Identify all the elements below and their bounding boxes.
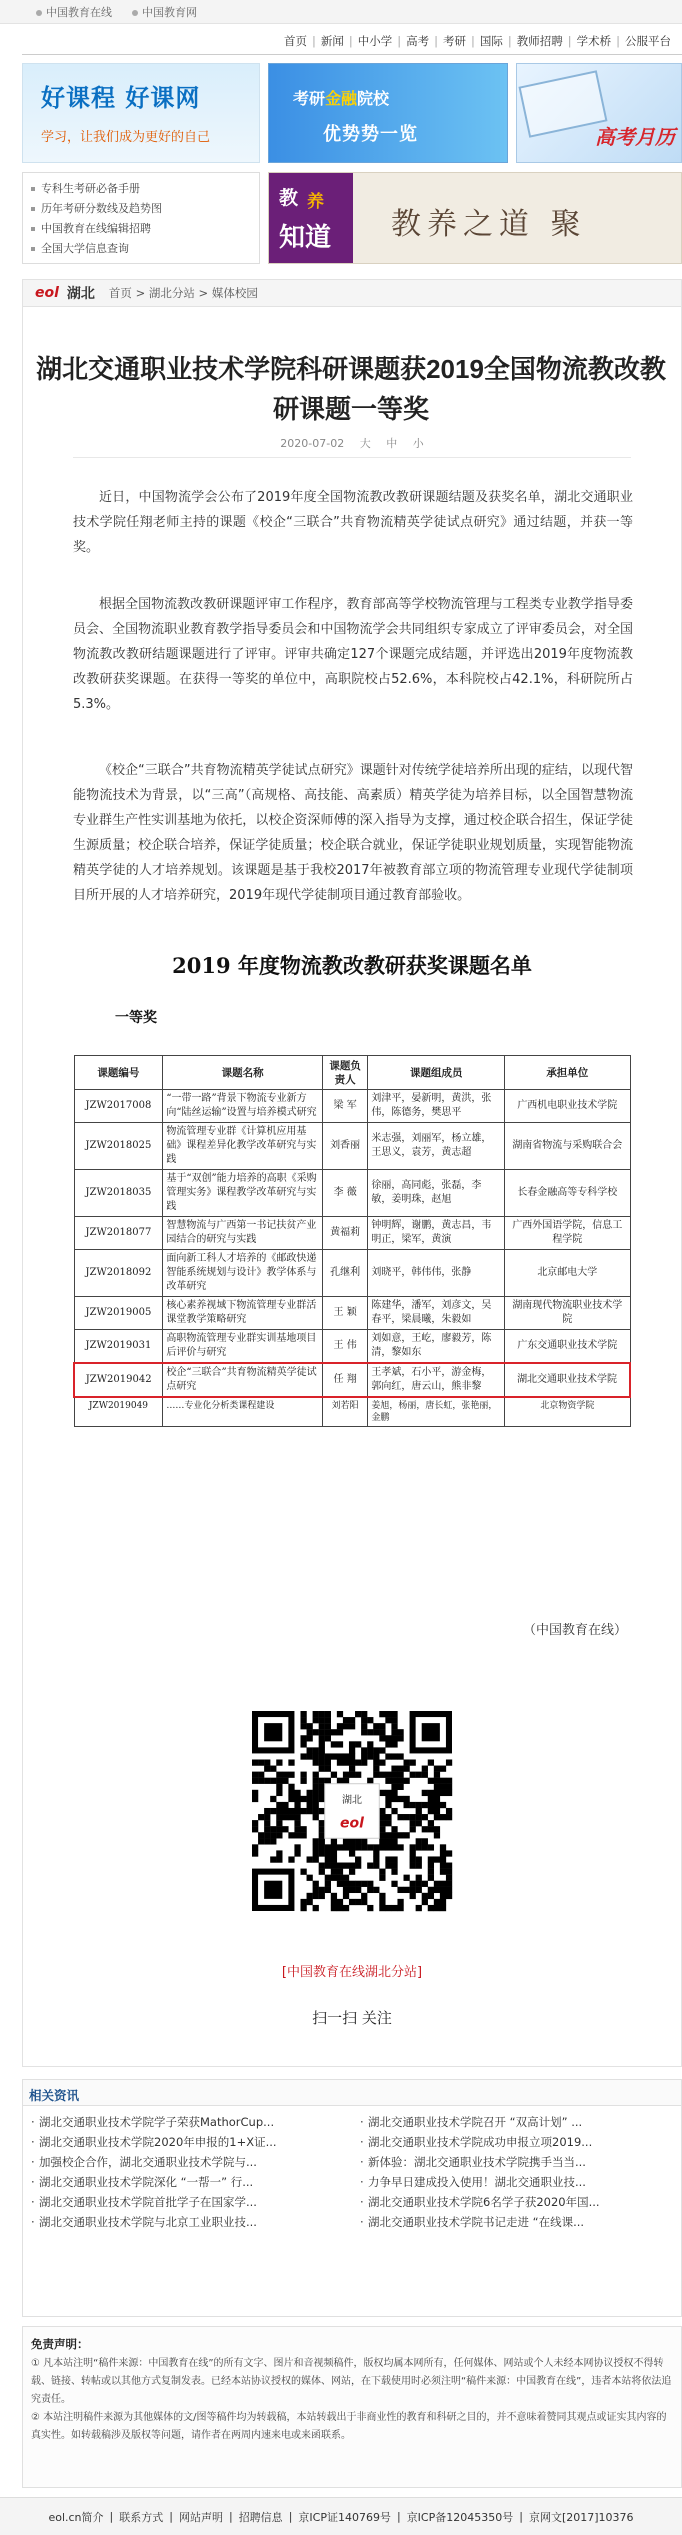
related-item[interactable]: · 力争早日建成投入使用！湖北交通职业技...: [360, 2172, 673, 2192]
table-row: [74, 1123, 630, 1170]
related-item[interactable]: · 湖北交通职业技术学院书记走进 “在线课...: [360, 2212, 673, 2232]
breadcrumb[interactable]: 首页 > 湖北分站 > 媒体校园: [108, 286, 258, 300]
article-paragraph: 近日，中国物流学会公布了2019年度全国物流教改教研课题结题及获奖名单，湖北交通职业技术学院任翔老师主持的课题《校企“三联合”共育物流精英学徒试点研究》通过结题，并获一等奖。: [73, 490, 633, 555]
table-cell-members: 徐丽，高同彪，张磊，李敏，姜明珠，赵旭: [368, 1170, 505, 1217]
table-cell-name: ……专业化分析类课程建设: [163, 1397, 323, 1427]
footer-separator: |: [396, 2510, 401, 2523]
disclaimer-item: ① 凡本站注明“稿件来源：中国教育在线”的所有文字、图片和音视频稿件，版权均属本网所有，任何媒体、网站或个人未经本网协议授权不得转载、链接、转帖或以其他方式复制发表。已经本站协议授权的媒体、网站，在下载使用时必须注明“稿件来源：中国教育在线”，违者本站将依法追究责任。: [31, 2358, 672, 2405]
top-bar: [0, 0, 682, 24]
footer-link[interactable]: eol.cn简介: [48, 2510, 104, 2524]
table-cell-leader: 梁 军: [322, 1090, 368, 1123]
nav-item[interactable]: 高考: [406, 34, 430, 48]
table-cell-leader: 李 薇: [322, 1170, 368, 1217]
related-item[interactable]: · 湖北交通职业技术学院首批学子在国家学...: [31, 2192, 344, 2212]
footer: [0, 2497, 682, 2535]
footer-link[interactable]: 招聘信息: [238, 2510, 283, 2524]
nav-separator: |: [507, 34, 512, 48]
table-cell-members: 刘津平，晏新明，黄洪，张伟，陈德务，樊思平: [368, 1090, 505, 1123]
table-row: [74, 1250, 630, 1297]
footer-separator: |: [109, 2510, 114, 2523]
qr-center-label: 湖北: [342, 1795, 362, 1807]
related-heading: 相关资讯: [23, 2080, 681, 2106]
award-table: [73, 1055, 631, 1427]
bullet-icon: [36, 10, 42, 16]
table-row: [74, 1170, 630, 1217]
banner-haokecheng[interactable]: [22, 63, 260, 163]
font-size-large[interactable]: 大: [359, 437, 371, 450]
table-cell-members: 刘如意，王屹，廖毅芳，陈清，黎如东: [368, 1330, 505, 1364]
column-header: 课题编号: [74, 1056, 163, 1090]
qr-caption[interactable]: [中国教育在线湖北分站]: [281, 1965, 423, 1980]
table-cell-members: 陈建华，潘军，刘彦文，吴春平，梁晨曦，朱毅如: [368, 1297, 505, 1330]
table-cell-code: JZW2017008: [74, 1090, 163, 1123]
table-cell-members: 姜旭，杨丽，唐长虹，张艳丽，金鹏: [368, 1397, 505, 1427]
column-header: 课题组成员: [368, 1056, 505, 1090]
table-cell-code: JZW2018077: [74, 1217, 163, 1250]
eol-logo[interactable]: eol: [35, 285, 59, 301]
nav-item[interactable]: 公服平台: [625, 34, 671, 48]
table-row: [74, 1330, 630, 1364]
disclaimer-item: ② 本站注明稿件来源为其他媒体的文/图等稿件均为转载稿，本站转载出于非商业性的教育和科研之目的，并不意味着赞同其观点或证实其内容的真实性。如转载稿涉及版权等问题，请作者在两周内速来电或来函联系。: [31, 2412, 667, 2441]
table-cell-leader: 王 伟: [322, 1330, 368, 1364]
banner-subtitle: 优势势一览: [323, 124, 418, 145]
table-cell-name: 基于“双创”能力培养的高职《采购管理实务》课程教学改革研究与实践: [163, 1170, 323, 1217]
topbar-link-edu[interactable]: 中国教育网: [132, 4, 197, 20]
table-cell-org: 广西外国语学院，信息工程学院: [505, 1217, 630, 1250]
banner-jiaoyang[interactable]: [268, 172, 682, 264]
qr-center-logo: eol: [340, 1815, 364, 1832]
column-header: 课题名称: [163, 1056, 323, 1090]
quick-link[interactable]: 专科生考研必备手册: [31, 179, 251, 199]
footer-separator: |: [169, 2510, 173, 2523]
table-cell-members: 刘晓平，韩伟伟，张静: [368, 1250, 505, 1297]
nav-item[interactable]: 教师招聘: [516, 34, 563, 48]
article-meta: [23, 435, 681, 451]
table-cell-code: JZW2018092: [74, 1250, 163, 1297]
nav-divider: [22, 54, 682, 55]
qr-code-graphic: [221, 1705, 483, 1917]
table-cell-org: 广东交通职业技术学院: [505, 1330, 630, 1364]
award-list-title: 2019 年度物流教改教研获奖课题名单: [172, 953, 532, 978]
disclaimer-heading: 免责声明：: [31, 2337, 89, 2351]
related-item[interactable]: · 湖北交通职业技术学院2020年申报的1+X证...: [31, 2132, 344, 2152]
table-cell-code: JZW2018035: [74, 1170, 163, 1217]
bullet-icon: [132, 10, 138, 16]
nav-separator: |: [397, 34, 402, 48]
table-header-row: [74, 1056, 630, 1090]
table-row: [74, 1363, 630, 1397]
table-row: [74, 1217, 630, 1250]
footer-link[interactable]: 京ICP备12045350号: [406, 2510, 514, 2524]
banner-title: 考研金融院校: [293, 89, 390, 108]
nav-item[interactable]: 考研: [443, 34, 466, 48]
banner-slogan: 学习，让我们成为更好的自己: [41, 130, 211, 145]
table-cell-leader: 王 颖: [322, 1297, 368, 1330]
related-item[interactable]: · 湖北交通职业技术学院与北京工业职业技...: [31, 2212, 344, 2232]
nav-separator: |: [567, 34, 572, 48]
table-cell-org: 湖南省物流与采购联合会: [505, 1123, 630, 1170]
article-container: [22, 307, 682, 2067]
quick-link[interactable]: 中国教育在线编辑招聘: [31, 219, 251, 239]
related-item[interactable]: · 加强校企合作，湖北交通职业技术学院与...: [31, 2152, 344, 2172]
table-cell-name: 高职物流管理专业群实训基地项目后评价与研究: [163, 1330, 323, 1364]
nav-item[interactable]: 新闻: [320, 34, 344, 48]
footer-link[interactable]: 京网文[2017]10376: [528, 2510, 634, 2524]
quick-link[interactable]: 全国大学信息查询: [31, 239, 251, 259]
table-cell-leader: 刘若阳: [322, 1397, 368, 1427]
nav-item[interactable]: 中小学: [357, 34, 393, 48]
table-cell-name: 核心素养视域下物流管理专业群活课堂教学策略研究: [163, 1297, 323, 1330]
footer-separator: |: [228, 2510, 233, 2523]
banner-title: 教养之道 聚: [391, 207, 587, 242]
table-cell-members: 钟明辉，谢鹏，黄志昌，韦明正，梁军，黄演: [368, 1217, 505, 1250]
qr-code: [221, 1705, 483, 1917]
table-cell-code: JZW2018025: [74, 1123, 163, 1170]
table-cell-org: 湖南现代物流职业技术学院: [505, 1297, 630, 1330]
breadcrumb-bar: [22, 279, 682, 307]
scan-follow-text: 扫一扫 关注: [312, 2009, 392, 2027]
banner-title: 好课程 好课网: [41, 84, 201, 112]
related-news: [22, 2079, 682, 2317]
article-date: 2020-07-02: [280, 437, 345, 450]
table-cell-leader: 任 翔: [322, 1363, 368, 1397]
table-cell-name: 校企“三联合”共育物流精英学徒试点研究: [163, 1363, 323, 1397]
nav-item[interactable]: 学术桥: [576, 34, 612, 48]
table-cell-org: 北京邮电大学: [505, 1250, 630, 1297]
table-cell-name: 面向新工科人才培养的《邮政快递智能系统规划与设计》教学体系与改革研究: [163, 1250, 323, 1297]
table-cell-name: 物流管理专业群《计算机应用基础》课程差异化教学改革研究与实践: [163, 1123, 323, 1170]
article-paragraph: 根据全国物流教改教研课题评审工作程序，教育部高等学校物流管理与工程类专业教学指导委员会、全国物流职业教育教学指导委员会和中国物流学会共同组织专家成立了评审委员会，对全国物流教改教研结题课题进行了评审。评审共确定127个课题完成结题，并评选出2019年度物流教改教研获奖课题。在获得一等奖的单位中，高职院校占52.6%，本科院校占42.1%，科研院所占5.3%。: [73, 597, 633, 712]
font-size-small[interactable]: 小: [412, 437, 424, 450]
nav-separator: |: [471, 34, 475, 48]
quick-links: [22, 172, 260, 264]
column-header: 课题负责人: [322, 1056, 368, 1090]
related-item[interactable]: · 湖北交通职业技术学院深化 “一帮一” 行...: [31, 2172, 344, 2192]
table-cell-leader: 孔继利: [322, 1250, 368, 1297]
table-cell-name: 智慧物流与广西第一书记扶贫产业园结合的研究与实践: [163, 1217, 323, 1250]
related-list: [23, 2106, 681, 2232]
table-cell-name: “一带一路”背景下物流专业新方向“陆丝运输”设置与培养模式研究: [163, 1090, 323, 1123]
related-item[interactable]: · 湖北交通职业技术学院召开 “双高计划” ...: [360, 2112, 673, 2132]
table-cell-org: 湖北交通职业技术学院: [505, 1363, 630, 1397]
table-cell-code: JZW2019042: [74, 1363, 163, 1397]
related-item[interactable]: · 湖北交通职业技术学院成功申报立项2019...: [360, 2132, 673, 2152]
footer-link[interactable]: 网站声明: [178, 2510, 223, 2524]
disclaimer: [22, 2326, 682, 2488]
main-nav: [0, 30, 682, 52]
province-label: 湖北: [66, 286, 95, 302]
related-item[interactable]: · 湖北交通职业技术学院学子荣获MathorCup...: [31, 2112, 344, 2132]
table-cell-members: 王孝斌，石小平，游金梅，郭向红，唐云山，熊非黎: [368, 1363, 505, 1397]
banner-kaoyan-finance[interactable]: [268, 63, 508, 163]
nav-separator: |: [434, 34, 438, 48]
table-cell-leader: 黄福莉: [322, 1217, 368, 1250]
table-row: [74, 1397, 630, 1427]
table-cell-code: JZW2019005: [74, 1297, 163, 1330]
footer-link[interactable]: 京ICP证140769号: [298, 2510, 391, 2524]
footer-link[interactable]: 联系方式: [119, 2510, 164, 2524]
quick-link[interactable]: 历年考研分数线及趋势图: [31, 199, 251, 219]
related-item[interactable]: · 湖北交通职业技术学院6名学子获2020年国...: [360, 2192, 673, 2212]
related-item[interactable]: · 新体验：湖北交通职业技术学院携手当当...: [360, 2152, 673, 2172]
column-header: 承担单位: [505, 1056, 630, 1090]
jiaoyang-logo: 教 养 知道: [269, 173, 353, 264]
table-row: [74, 1090, 630, 1123]
table-cell-org: 广西机电职业技术学院: [505, 1090, 630, 1123]
award-level-label: 一等奖: [115, 1010, 157, 1026]
nav-separator: |: [312, 34, 316, 48]
table-cell-members: 米志强，刘丽军，杨立雄，王思义，袁芳，黄志超: [368, 1123, 505, 1170]
topbar-link-eol[interactable]: 中国教育在线: [36, 4, 112, 20]
nav-separator: |: [348, 34, 353, 48]
article-paragraph: 《校企“三联合”共育物流精英学徒试点研究》课题针对传统学徒培养所出现的症结，以现代智能物流技术为背景，以“三高”（高规格、高技能、高素质）精英学徒为培养目标，以全国智慧物流专业群生产性实训基地为依托，以校企资深师傅的深入指导为支撑，通过校企联合招生，保证学徒生源质量；校企联合培养，保证学徒质量；校企联合就业，保证学徒职业规划质量，实现智能物流精英学徒的人才培养规划。该课题是基于我校2017年被教育部立项的物流管理专业现代学徒制项目所开展的人才培养研究，2019年现代学徒制项目通过教育部验收。: [73, 763, 633, 903]
font-size-medium[interactable]: 中: [386, 437, 398, 450]
nav-item[interactable]: 国际: [479, 34, 503, 48]
table-cell-org: 长春金融高等专科学校: [505, 1170, 630, 1217]
footer-separator: |: [519, 2510, 523, 2523]
meta-divider: [73, 457, 631, 458]
nav-item[interactable]: 首页: [284, 34, 307, 48]
article-title: 湖北交通职业技术学院科研课题获2019全国物流教改教研课题一等奖: [36, 354, 666, 424]
banner-title: 高考月历: [595, 125, 675, 149]
table-row: [74, 1297, 630, 1330]
footer-separator: |: [288, 2510, 293, 2523]
table-cell-code: JZW2019031: [74, 1330, 163, 1364]
table-cell-leader: 刘香丽: [322, 1123, 368, 1170]
table-cell-org: 北京物资学院: [505, 1397, 630, 1427]
article-source: （中国教育在线）: [522, 1623, 627, 1638]
table-cell-code: JZW2019049: [74, 1397, 163, 1427]
banner-gaokao-calendar[interactable]: [516, 63, 682, 163]
nav-separator: |: [616, 34, 620, 48]
